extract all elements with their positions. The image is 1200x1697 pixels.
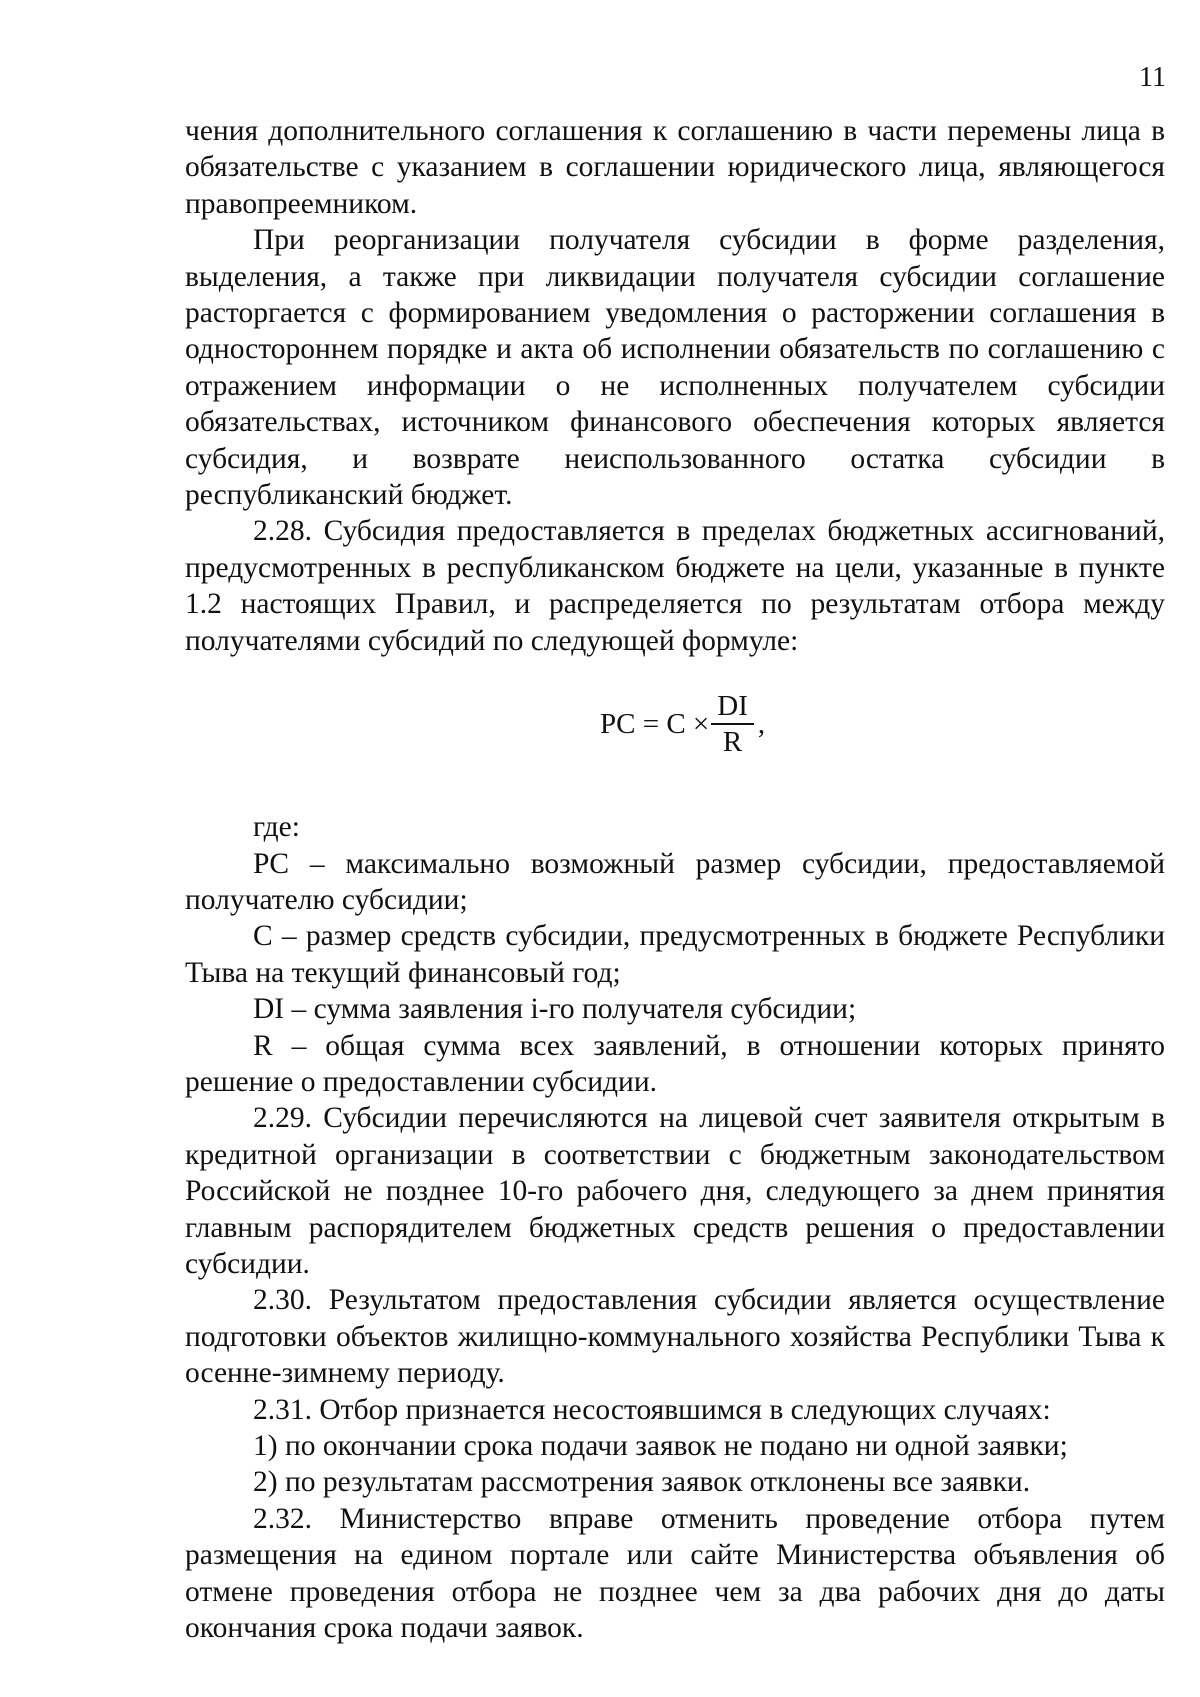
- definition-c: C – размер средств субсидии, предусмотренных в бюджете Республики Тыва на текущий финансовый год;: [185, 920, 1165, 989]
- list-item-1: 1) по окончании срока подачи заявок не подано ни одной заявки;: [253, 1430, 1068, 1462]
- formula-fraction: [711, 689, 754, 759]
- paragraph-continuation: чения дополнительного соглашения к соглашению в части перемены лица в обязательстве с указанием в соглашении юридического лица, являющегося правопреемником.: [185, 115, 1165, 220]
- formula-lhs: PC = C ×: [600, 707, 710, 740]
- formula-denominator: R: [722, 726, 743, 759]
- formula-trailing-comma: ,: [757, 707, 766, 740]
- definition-pc: PC – максимально возможный размер субсидии, предоставляемой получателю субсидии;: [185, 847, 1165, 916]
- paragraph-2-31: 2.31. Отбор признается несостоявшимся в следующих случаях:: [253, 1393, 1051, 1426]
- paragraph-2-29: 2.29. Субсидии перечисляются на лицевой счет заявителя открытым в кредитной организации в соответствии с бюджетным законодательством Российской не позднее 10-го рабочего дня, следующего за днем принятия главным распорядителем бюджетных средств решения о предоставлении субсидии.: [185, 1102, 1165, 1280]
- paragraph-where: где:: [253, 811, 300, 844]
- subsidy-formula: [600, 689, 765, 759]
- document-body: [185, 113, 1165, 1646]
- definition-di: DI – сумма заявления i-го получателя субсидии;: [253, 993, 857, 1026]
- list-item-2: 2) по результатам рассмотрения заявок отклонены все заявки.: [253, 1466, 1031, 1499]
- paragraph-2-32: 2.32. Министерство вправе отменить проведение отбора путем размещения на едином портале или сайте Министерства объявления об отмене проведения отбора не позднее чем за два рабочих дня до даты окончания срока подачи заявок.: [185, 1502, 1165, 1645]
- page-number: 11: [1139, 62, 1166, 93]
- paragraph-2-28: 2.28. Субсидия предоставляется в пределах бюджетных ассигнований, предусмотренных в республиканском бюджете на цели, указанные в пункте 1.2 настоящих Правил, и распределяется по результатам отбора между получателями субсидий по следующей формуле:: [185, 515, 1165, 657]
- formula-numerator: DI: [711, 689, 754, 725]
- definition-r: R – общая сумма всех заявлений, в отношении которых принято решение о предоставлении субсидии.: [185, 1029, 1165, 1098]
- paragraph-2-30: 2.30. Результатом предоставления субсидии является осуществление подготовки объектов жилищно-коммунального хозяйства Республики Тыва к осенне-зимнему периоду.: [185, 1284, 1165, 1390]
- paragraph-reorganization: При реорганизации получателя субсидии в форме разделения, выделения, а также при ликвидации получателя субсидии соглашение расторгается с формированием уведомления о расторжении соглашения в одностороннем порядке и акта об исполнении обязательств по соглашению с отражением информации о не исполненных получателем субсидии обязательствах, источником финансового обеспечения которых является субсидия, и возврате неиспользованного остатка субсидии в республиканский бюджет.: [185, 224, 1165, 512]
- formula-block: [185, 659, 1165, 809]
